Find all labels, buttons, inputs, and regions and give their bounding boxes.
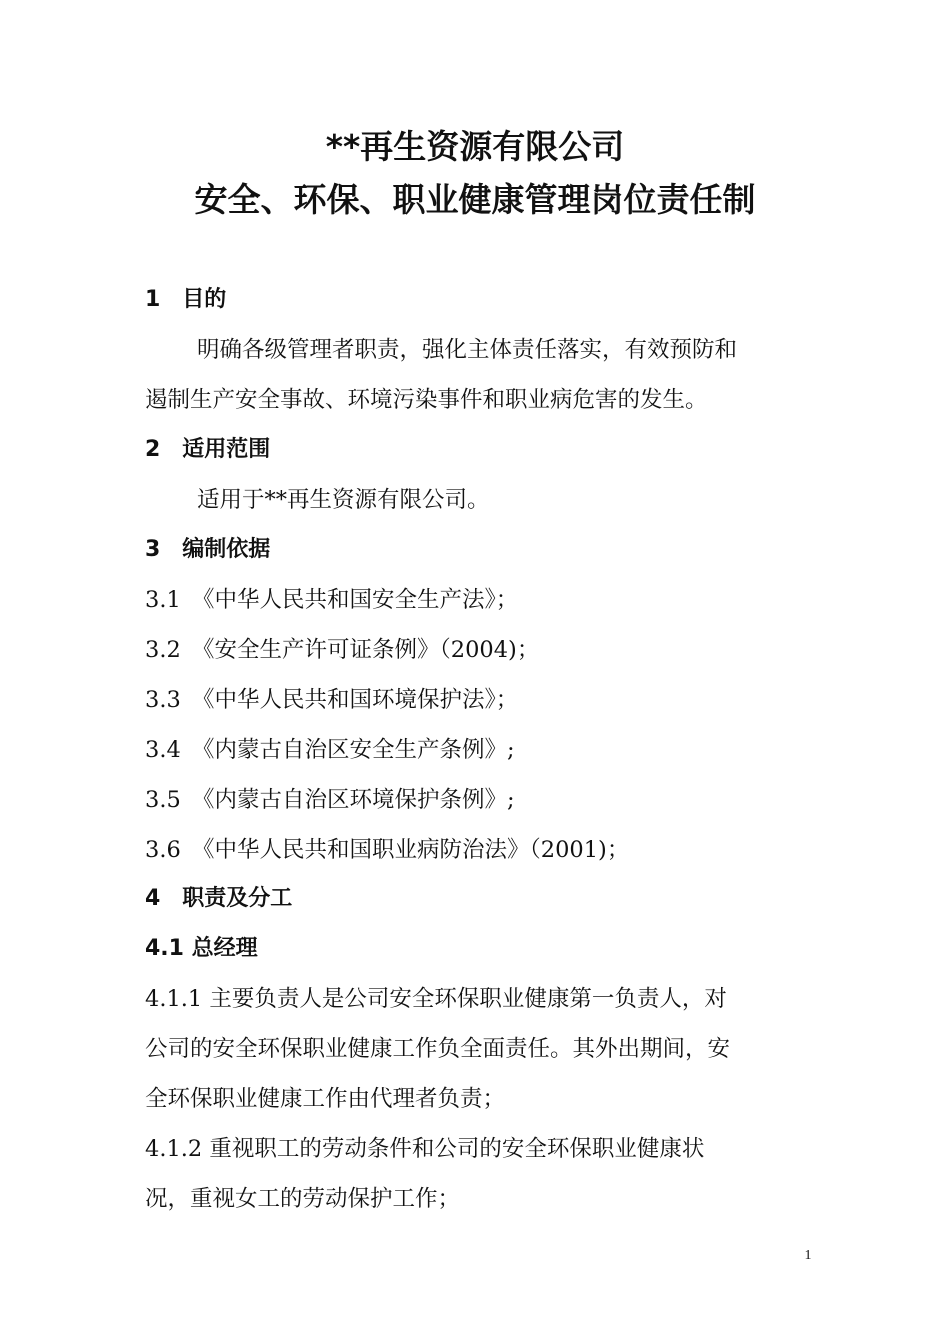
- reference-item: 3.1 《中华人民共和国安全生产法》；: [145, 587, 519, 613]
- clause-4-1-2-line2: 况，重视女工的劳动保护工作；: [145, 1186, 461, 1212]
- reference-item: 3.6 《中华人民共和国职业病防治法》（2001)；: [145, 837, 630, 863]
- section-2-paragraph: 适用于**再生资源有限公司。: [197, 487, 490, 513]
- reference-item: 3.2 《安全生产许可证条例》（2004)；: [145, 637, 540, 663]
- clause-4-1-1-line3: 全环保职业健康工作由代理者负责；: [145, 1086, 506, 1112]
- section-1-heading: 1 目的: [145, 287, 227, 312]
- section-3-heading: 3 编制依据: [145, 537, 271, 562]
- document-title-line1: **再生资源有限公司: [325, 127, 625, 166]
- reference-item: 3.3 《中华人民共和国环境保护法》；: [145, 687, 519, 713]
- section-4-1-heading: 4.1 总经理: [145, 936, 258, 961]
- document-title-line2: 安全、环保、职业健康管理岗位责任制: [194, 180, 756, 219]
- section-4-heading: 4 职责及分工: [145, 886, 293, 911]
- section-2-heading: 2 适用范围: [145, 437, 271, 462]
- page-number: 1: [804, 1248, 812, 1263]
- clause-4-1-2-line1: 4.1.2 重视职工的劳动条件和公司的安全环保职业健康状: [145, 1136, 705, 1162]
- section-1-paragraph-line1: 明确各级管理者职责，强化主体责任落实，有效预防和: [197, 337, 738, 363]
- reference-item: 3.5 《内蒙古自治区环境保护条例》;: [145, 787, 515, 813]
- section-1-paragraph-line2: 遏制生产安全事故、环境污染事件和职业病危害的发生。: [145, 387, 708, 413]
- clause-4-1-1-line1: 4.1.1 主要负责人是公司安全环保职业健康第一负责人，对: [145, 986, 727, 1012]
- reference-item: 3.4 《内蒙古自治区安全生产条例》;: [145, 737, 515, 763]
- clause-4-1-1-line2: 公司的安全环保职业健康工作负全面责任。其外出期间，安: [145, 1036, 731, 1062]
